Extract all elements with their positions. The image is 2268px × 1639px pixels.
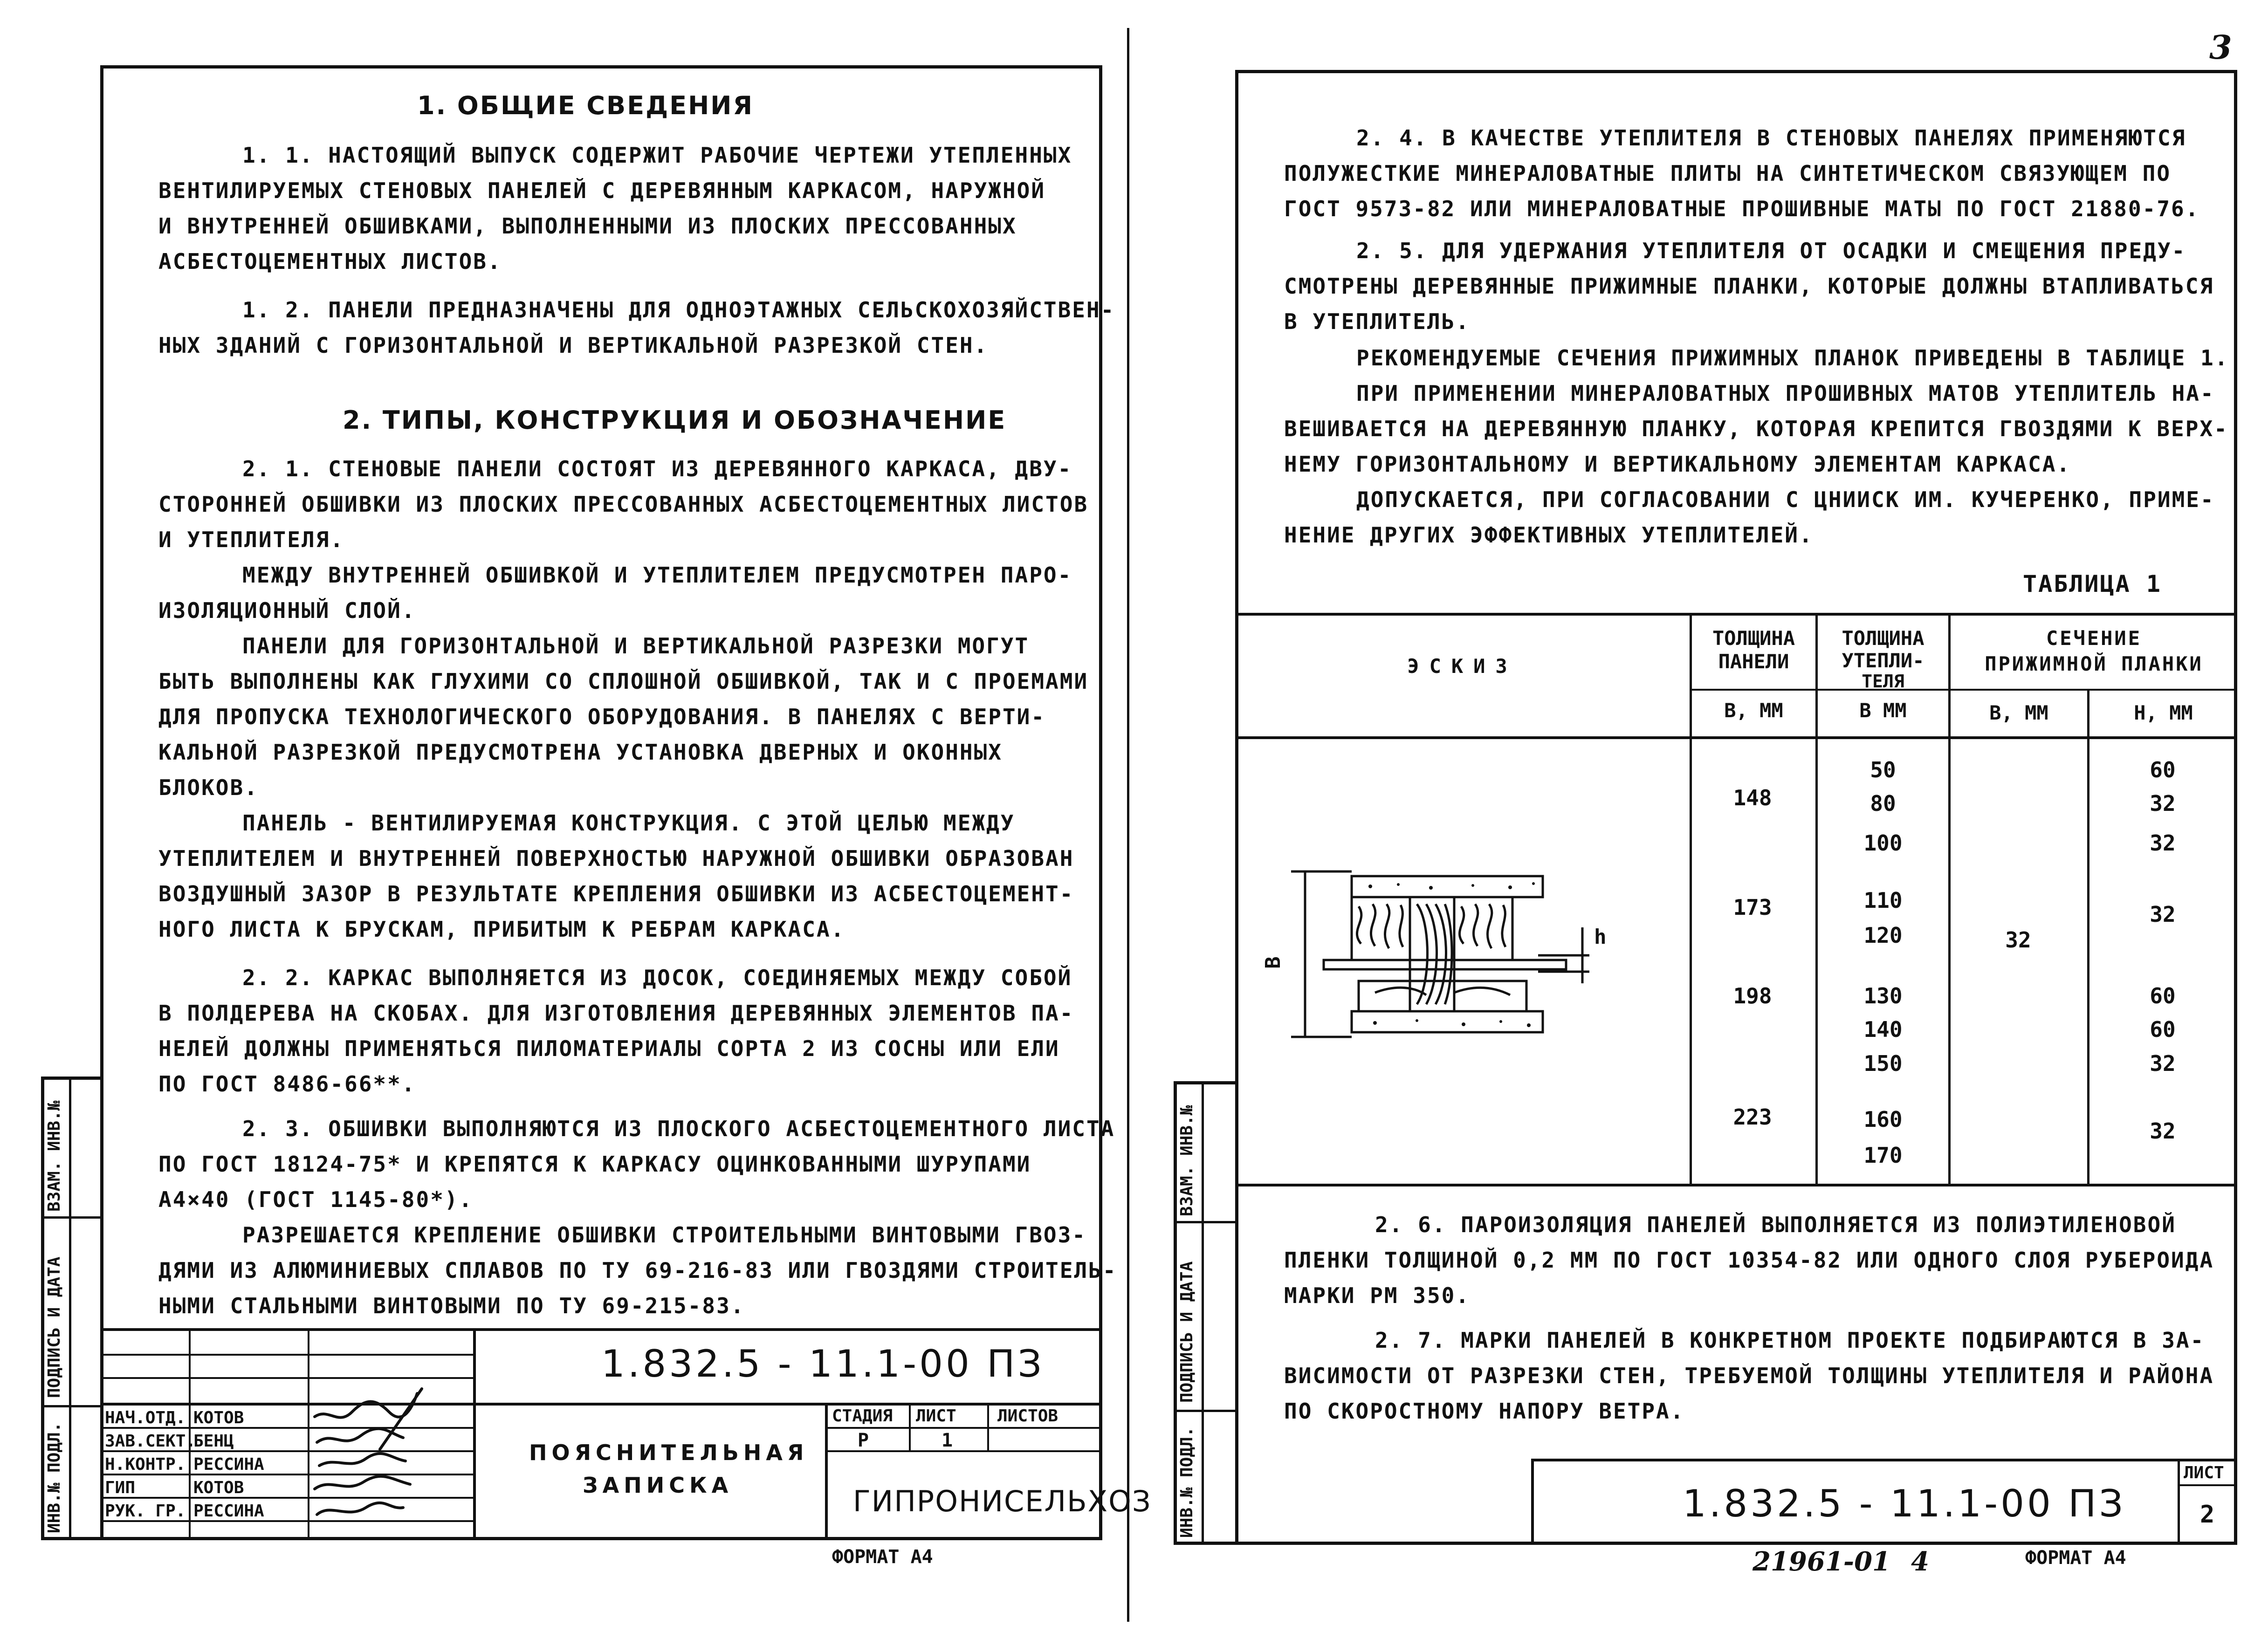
text-line: 2. 3. ОБШИВКИ ВЫПОЛНЯЮТСЯ ИЗ ПЛОСКОГО АСБЕСТОЦЕМЕНТНОГО ЛИСТА xyxy=(242,1116,1115,1141)
text-line: ДОПУСКАЕТСЯ, ПРИ СОГЛАСОВАНИИ С ЦНИИСК ИМ. КУЧЕРЕНКО, ПРИМЕ- xyxy=(1356,487,2215,512)
stage-value: Р xyxy=(858,1430,869,1451)
insulation-thickness-value: 150 xyxy=(1863,1051,1903,1076)
col-header-panel-unit: В, ММ xyxy=(1724,699,1783,722)
text-line: НОГО ЛИСТА К БРУСКАМ, ПРИБИТЫМ К РЕБРАМ КАРКАСА. xyxy=(158,917,845,942)
text-line: 1. 1. НАСТОЯЩИЙ ВЫПУСК СОДЕРЖИТ РАБОЧИЕ ЧЕРТЕЖИ УТЕПЛЕННЫХ xyxy=(242,143,1072,168)
right-sheet-value: 2 xyxy=(2200,1501,2215,1529)
role-label: ГИП xyxy=(105,1478,136,1497)
text-line: СМОТРЕНЫ ДЕРЕВЯННЫЕ ПРИЖИМНЫЕ ПЛАНКИ, КОТОРЫЕ ДОЛЖНЫ ВТАПЛИВАТЬСЯ xyxy=(1284,274,2214,299)
sheet-label: ЛИСТ xyxy=(916,1406,956,1426)
insulation-thickness-value: 120 xyxy=(1863,923,1903,948)
insulation-thickness-value: 160 xyxy=(1863,1107,1903,1132)
sketch-label-b: В xyxy=(1261,956,1285,969)
sheet-value: 1 xyxy=(942,1430,953,1451)
text-line: НЫМИ СТАЛЬНЫМИ ВИНТОВЫМИ ПО ТУ 69-215-83. xyxy=(158,1293,745,1318)
text-line: А4×40 (ГОСТ 1145-80*). xyxy=(158,1187,474,1212)
text-line: НЕНИЕ ДРУГИХ ЭФФЕКТИВНЫХ УТЕПЛИТЕЛЕЙ. xyxy=(1284,522,1814,548)
sketch-label-h: h xyxy=(1594,925,1607,949)
section-h-value: 32 xyxy=(2150,830,2176,856)
text-line: И УТЕПЛИТЕЛЯ. xyxy=(158,527,345,552)
role-label: РУК. ГР. xyxy=(105,1502,186,1521)
text-line: ПО СКОРОСТНОМУ НАПОРУ ВЕТРА. xyxy=(1284,1399,1685,1424)
side-label-replaced-inv: ВЗАМ. ИНВ.№ xyxy=(45,1100,64,1212)
role-label: НАЧ.ОТД. xyxy=(105,1408,186,1427)
text-line: ВЕНТИЛИРУЕМЫХ СТЕНОВЫХ ПАНЕЛЕЙ С ДЕРЕВЯННЫМ КАРКАСОМ, НАРУЖНОЙ xyxy=(158,178,1046,203)
role-label: ЗАВ.СЕКТ. xyxy=(105,1432,196,1451)
text-line: АСБЕСТОЦЕМЕНТНЫХ ЛИСТОВ. xyxy=(158,249,502,274)
text-line: 2. 1. СТЕНОВЫЕ ПАНЕЛИ СОСТОЯТ ИЗ ДЕРЕВЯННОГО КАРКАСА, ДВУ- xyxy=(242,456,1072,481)
text-line: БЛОКОВ. xyxy=(158,775,259,800)
col-header-insulation: ТЕЛЯ xyxy=(1862,671,1904,692)
col-header-h: H, ММ xyxy=(2134,701,2193,724)
section1-title: 1. ОБЩИЕ СВЕДЕНИЯ xyxy=(417,91,754,120)
stage-label: СТАДИЯ xyxy=(832,1406,893,1426)
role-label: Н.КОНТР. xyxy=(105,1455,186,1474)
left-format-label: ФОРМАТ А4 xyxy=(832,1546,933,1568)
sheet-corner-number: 3 xyxy=(2209,28,2232,67)
text-line: ВОЗДУШНЫЙ ЗАЗОР В РЕЗУЛЬТАТЕ КРЕПЛЕНИЯ ОБШИВКИ ИЗ АСБЕСТОЦЕМЕНТ- xyxy=(158,881,1074,906)
panel-section-sketch xyxy=(1277,862,1659,1049)
insulation-thickness-value: 110 xyxy=(1863,888,1903,913)
person-name: РЕССИНА xyxy=(193,1502,264,1521)
side-label-inv-orig: ИНВ.№ ПОДЛ. xyxy=(45,1422,64,1533)
text-line: ПЛЕНКИ ТОЛЩИНОЙ 0,2 ММ ПО ГОСТ 10354-82 ИЛИ ОДНОГО СЛОЯ РУБЕРОИДА xyxy=(1284,1248,2214,1273)
text-line: ПОЛУЖЕСТКИЕ МИНЕРАЛОВАТНЫЕ ПЛИТЫ НА СИНТЕТИЧЕСКОМ СВЯЗУЮЩЕМ ПО xyxy=(1284,161,2172,186)
text-line: ПО ГОСТ 18124-75* И КРЕПЯТСЯ К КАРКАСУ ОЦИНКОВАННЫМИ ШУРУПАМИ xyxy=(158,1152,1031,1177)
text-line: 2. 5. ДЛЯ УДЕРЖАНИЯ УТЕПЛИТЕЛЯ ОТ ОСАДКИ И СМЕЩЕНИЯ ПРЕДУ- xyxy=(1356,238,2186,263)
person-name: КОТОВ xyxy=(193,1478,244,1497)
panel-thickness-value: 198 xyxy=(1733,983,1772,1008)
section-h-value: 32 xyxy=(2150,791,2176,816)
section-h-value: 32 xyxy=(2150,1118,2176,1144)
text-line: СТОРОННЕЙ ОБШИВКИ ИЗ ПЛОСКИХ ПРЕССОВАННЫХ АСБЕСТОЦЕМЕНТНЫХ ЛИСТОВ xyxy=(158,492,1089,517)
text-line: ВИСИМОСТИ ОТ РАЗРЕЗКИ СТЕН, ТРЕБУЕМОЙ ТОЛЩИНЫ УТЕПЛИТЕЛЯ И РАЙОНА xyxy=(1284,1363,2214,1388)
person-name: КОТОВ xyxy=(193,1408,244,1427)
person-name: РЕССИНА xyxy=(193,1455,264,1474)
col-header-insulation: УТЕПЛИ- xyxy=(1842,649,1924,672)
text-line: 2. 4. В КАЧЕСТВЕ УТЕПЛИТЕЛЯ В СТЕНОВЫХ ПАНЕЛЯХ ПРИМЕНЯЮТСЯ xyxy=(1356,125,2186,151)
table-caption: ТАБЛИЦА 1 xyxy=(2023,570,2162,597)
col-header-insulation: ТОЛЩИНА xyxy=(1842,627,1924,650)
text-line: МАРКИ РМ 350. xyxy=(1284,1283,1471,1308)
text-line: ПРИ ПРИМЕНЕНИИ МИНЕРАЛОВАТНЫХ ПРОШИВНЫХ МАТОВ УТЕПЛИТЕЛЬ НА- xyxy=(1356,381,2215,406)
panel-thickness-value: 173 xyxy=(1733,895,1772,920)
col-header-sketch: ЭСКИЗ xyxy=(1407,655,1518,678)
text-line: 2. 6. ПАРОИЗОЛЯЦИЯ ПАНЕЛЕЙ ВЫПОЛНЯЕТСЯ ИЗ ПОЛИЭТИЛЕНОВОЙ xyxy=(1375,1212,2176,1237)
text-line: ПО ГОСТ 8486-66**. xyxy=(158,1071,416,1097)
text-line: БЫТЬ ВЫПОЛНЕНЫ КАК ГЛУХИМИ СО СПЛОШНОЙ ОБШИВКОЙ, ТАК И С ПРОЕМАМИ xyxy=(158,669,1089,694)
fold-divider xyxy=(1127,28,1129,1622)
insulation-thickness-value: 80 xyxy=(1870,791,1896,816)
panel-thickness-value: 223 xyxy=(1733,1104,1772,1130)
text-line: 2. 7. МАРКИ ПАНЕЛЕЙ В КОНКРЕТНОМ ПРОЕКТЕ ПОДБИРАЮТСЯ В ЗА- xyxy=(1375,1328,2205,1353)
left-title-line2: ЗАПИСКА xyxy=(583,1473,733,1498)
handwritten-page: 4 xyxy=(1911,1546,1929,1577)
text-line: НЫХ ЗДАНИЙ С ГОРИЗОНТАЛЬНОЙ И ВЕРТИКАЛЬНОЙ РАЗРЕЗКОЙ СТЕН. xyxy=(158,333,989,358)
insulation-thickness-value: 130 xyxy=(1863,983,1903,1008)
right-sheet-label: ЛИСТ xyxy=(2184,1463,2224,1482)
section-h-value: 32 xyxy=(2150,1051,2176,1076)
right-doc-code: 1.832.5 - 11.1-00 ПЗ xyxy=(1683,1482,2126,1525)
insulation-thickness-value: 140 xyxy=(1863,1017,1903,1042)
section2-title: 2. ТИПЫ, КОНСТРУКЦИЯ И ОБОЗНАЧЕНИЕ xyxy=(343,405,1007,435)
text-line: И ВНУТРЕННЕЙ ОБШИВКАМИ, ВЫПОЛНЕННЫМИ ИЗ ПЛОСКИХ ПРЕССОВАННЫХ xyxy=(158,213,1017,239)
signatures-image xyxy=(310,1379,431,1538)
col-header-insulation-unit: В ММ xyxy=(1859,699,1907,722)
text-line: ДЛЯ ПРОПУСКА ТЕХНОЛОГИЧЕСКОГО ОБОРУДОВАНИЯ. В ПАНЕЛЯХ С ВЕРТИ- xyxy=(158,704,1046,729)
text-line: ГОСТ 9573-82 ИЛИ МИНЕРАЛОВАТНЫЕ ПРОШИВНЫЕ МАТЫ ПО ГОСТ 21880-76. xyxy=(1284,196,2200,221)
text-line: МЕЖДУ ВНУТРЕННЕЙ ОБШИВКОЙ И УТЕПЛИТЕЛЕМ ПРЕДУСМОТРЕН ПАРО- xyxy=(242,562,1072,588)
text-line: ИЗОЛЯЦИОННЫЙ СЛОЙ. xyxy=(158,598,416,623)
text-line: ПАНЕЛЬ - ВЕНТИЛИРУЕМАЯ КОНСТРУКЦИЯ. С ЭТОЙ ЦЕЛЬЮ МЕЖДУ xyxy=(242,810,1015,836)
text-line: РАЗРЕШАЕТСЯ КРЕПЛЕНИЕ ОБШИВКИ СТРОИТЕЛЬНЫМИ ВИНТОВЫМИ ГВОЗ- xyxy=(242,1222,1086,1248)
text-line: ПАНЕЛИ ДЛЯ ГОРИЗОНТАЛЬНОЙ И ВЕРТИКАЛЬНОЙ РАЗРЕЗКИ МОГУТ xyxy=(242,633,1030,658)
text-line: УТЕПЛИТЕЛЕМ И ВНУТРЕННЕЙ ПОВЕРХНОСТЬЮ НАРУЖНОЙ ОБШИВКИ ОБРАЗОВАН xyxy=(158,846,1074,871)
col-header-section: СЕЧЕНИЕ xyxy=(2046,627,2142,650)
text-line: 2. 2. КАРКАС ВЫПОЛНЯЕТСЯ ИЗ ДОСОК, СОЕДИНЯЕМЫХ МЕЖДУ СОБОЙ xyxy=(242,965,1072,990)
sheets-label: ЛИСТОВ xyxy=(997,1406,1058,1426)
side-label-signature-date: ПОДПИСЬ И ДАТА xyxy=(1177,1261,1196,1403)
text-line: НЕМУ ГОРИЗОНТАЛЬНОМУ И ВЕРТИКАЛЬНОМУ ЭЛЕМЕНТАМ КАРКАСА. xyxy=(1284,452,2071,477)
right-format-label: ФОРМАТ А4 xyxy=(2025,1547,2126,1569)
left-title-line1: ПОЯСНИТЕЛЬНАЯ xyxy=(529,1440,809,1465)
section-h-value: 60 xyxy=(2150,757,2176,782)
col-header-panel-thickness: ТОЛЩИНА xyxy=(1712,627,1795,650)
section-h-value: 60 xyxy=(2150,983,2176,1008)
organization-name: ГИПРОНИСЕЛЬХОЗ xyxy=(853,1484,1152,1518)
handwritten-number: 21961-01 xyxy=(1753,1546,1890,1577)
col-header-section: ПРИЖИМНОЙ ПЛАНКИ xyxy=(1985,652,2203,675)
text-line: КАЛЬНОЙ РАЗРЕЗКОЙ ПРЕДУСМОТРЕНА УСТАНОВКА ДВЕРНЫХ И ОКОННЫХ xyxy=(158,740,1003,765)
insulation-thickness-value: 170 xyxy=(1863,1143,1903,1168)
side-label-signature-date: ПОДПИСЬ И ДАТА xyxy=(45,1256,64,1398)
left-doc-code: 1.832.5 - 11.1-00 ПЗ xyxy=(601,1342,1045,1385)
section-h-value: 60 xyxy=(2150,1017,2176,1042)
text-line: НЕЛЕЙ ДОЛЖНЫ ПРИМЕНЯТЬСЯ ПИЛОМАТЕРИАЛЫ СОРТА 2 ИЗ СОСНЫ ИЛИ ЕЛИ xyxy=(158,1036,1060,1061)
col-header-panel-thickness: ПАНЕЛИ xyxy=(1718,650,1789,673)
panel-thickness-value: 148 xyxy=(1733,785,1772,810)
side-label-inv-orig: ИНВ.№ ПОДЛ. xyxy=(1177,1426,1196,1538)
section-h-value: 32 xyxy=(2150,902,2176,927)
side-label-replaced-inv: ВЗАМ. ИНВ.№ xyxy=(1177,1105,1196,1216)
person-name: БЕНЦ xyxy=(193,1432,234,1451)
text-line: РЕКОМЕНДУЕМЫЕ СЕЧЕНИЯ ПРИЖИМНЫХ ПЛАНОК ПРИВЕДЕНЫ В ТАБЛИЦЕ 1. xyxy=(1356,345,2229,370)
text-line: 1. 2. ПАНЕЛИ ПРЕДНАЗНАЧЕНЫ ДЛЯ ОДНОЭТАЖНЫХ СЕЛЬСКОХОЗЯЙСТВЕН- xyxy=(242,297,1115,322)
text-line: В УТЕПЛИТЕЛЬ. xyxy=(1284,309,1471,334)
col-header-b: В, ММ xyxy=(1989,701,2048,724)
text-line: ВЕШИВАЕТСЯ НА ДЕРЕВЯННУЮ ПЛАНКУ, КОТОРАЯ КРЕПИТСЯ ГВОЗДЯМИ К ВЕРХ- xyxy=(1284,416,2228,441)
text-line: ДЯМИ ИЗ АЛЮМИНИЕВЫХ СПЛАВОВ ПО ТУ 69-216-83 ИЛИ ГВОЗДЯМИ СТРОИТЕЛЬ- xyxy=(158,1258,1117,1283)
insulation-thickness-value: 50 xyxy=(1870,757,1896,782)
insulation-thickness-value: 100 xyxy=(1863,830,1903,856)
text-line: В ПОЛДЕРЕВА НА СКОБАХ. ДЛЯ ИЗГОТОВЛЕНИЯ ДЕРЕВЯННЫХ ЭЛЕМЕНТОВ ПА- xyxy=(158,1001,1074,1026)
section-b-value: 32 xyxy=(2005,927,2031,953)
